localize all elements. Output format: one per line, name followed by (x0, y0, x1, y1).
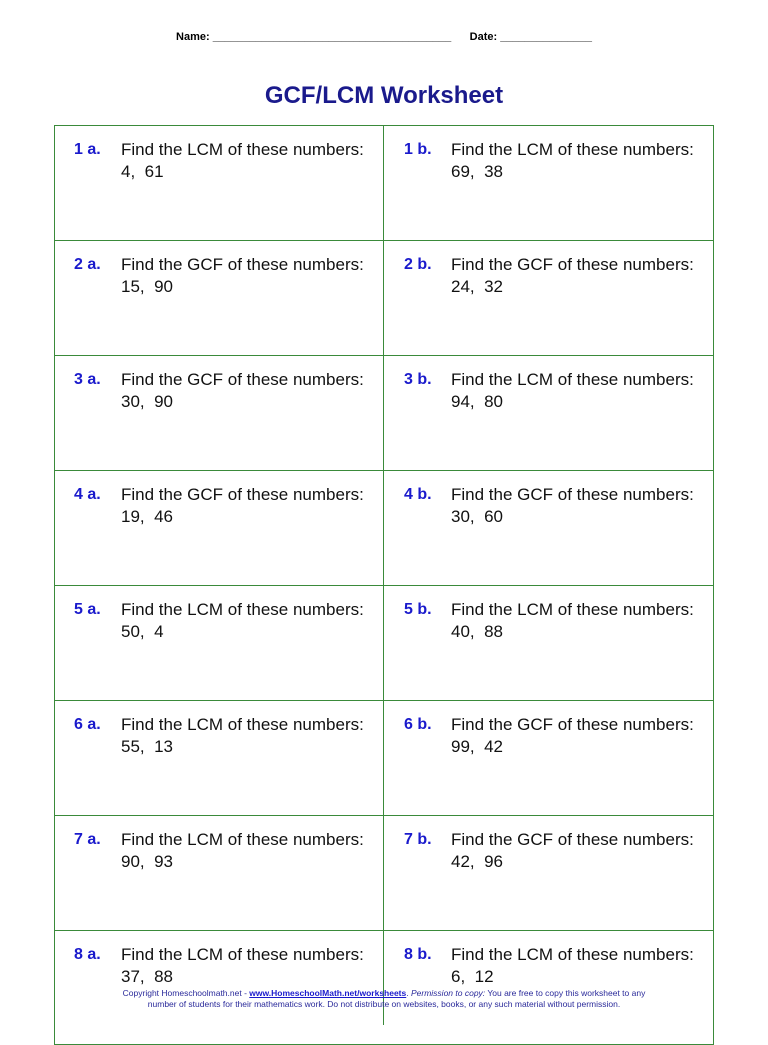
problem-text (121, 139, 364, 183)
problem-cell-1b[interactable] (384, 125, 714, 240)
problem-instruction: Find the LCM of these numbers: (451, 370, 694, 389)
problem-text (121, 254, 364, 298)
problem-values: 90, 93 (121, 852, 173, 871)
date-label: Date: (469, 31, 498, 43)
name-blank[interactable]: _______________________________________ (209, 31, 452, 43)
problem-instruction: Find the LCM of these numbers: (451, 600, 694, 619)
worksheet-title: GCF/LCM Worksheet (264, 82, 504, 109)
problem-values: 94, 80 (451, 392, 503, 411)
problem-instruction: Find the LCM of these numbers: (451, 945, 694, 964)
problem-instruction: Find the GCF of these numbers: (121, 255, 364, 274)
footer-prefix: Copyright Homeschoolmath.net - (122, 988, 250, 998)
problem-text (121, 714, 364, 758)
problem-values: 42, 96 (451, 852, 503, 871)
problem-values: 30, 90 (121, 392, 173, 411)
problem-text (451, 139, 694, 183)
problem-instruction: Find the LCM of these numbers: (121, 140, 364, 159)
problem-number: 3 a. (74, 371, 101, 388)
problem-text (451, 369, 694, 413)
footer-line2: number of students for their mathematics work. Do not distribute on websites, books, or any such material without permission. (147, 999, 621, 1009)
problem-instruction: Find the GCF of these numbers: (451, 830, 694, 849)
problem-number: 6 a. (74, 716, 101, 733)
problem-instruction: Find the LCM of these numbers: (121, 830, 364, 849)
footer-dot: . (406, 988, 411, 998)
problem-text (121, 484, 364, 528)
problem-values: 40, 88 (451, 622, 503, 641)
problem-instruction: Find the GCF of these numbers: (451, 485, 694, 504)
header-fields (0, 31, 768, 43)
problem-values: 24, 32 (451, 277, 503, 296)
footer-copyright (0, 988, 768, 1010)
problem-cell-3b[interactable] (384, 355, 714, 470)
problem-instruction: Find the GCF of these numbers: (451, 715, 694, 734)
footer-line1: You are free to copy this worksheet to any (485, 988, 646, 998)
problem-cell-1a[interactable] (54, 125, 384, 240)
problem-number: 6 b. (404, 716, 432, 733)
problem-values: 50, 4 (121, 622, 164, 641)
problem-values: 55, 13 (121, 737, 173, 756)
problem-cell-7b[interactable] (384, 815, 714, 930)
problem-text (121, 829, 364, 873)
problem-instruction: Find the GCF of these numbers: (121, 485, 364, 504)
problem-text (451, 829, 694, 873)
problem-text (451, 714, 694, 758)
problem-cell-6a[interactable] (54, 700, 384, 815)
problem-text (451, 944, 694, 988)
problem-text (121, 369, 364, 413)
problem-instruction: Find the LCM of these numbers: (121, 715, 364, 734)
problem-cell-7a[interactable] (54, 815, 384, 930)
problem-instruction: Find the GCF of these numbers: (451, 255, 694, 274)
problem-number: 4 a. (74, 486, 101, 503)
problem-instruction: Find the LCM of these numbers: (121, 600, 364, 619)
problem-number: 2 a. (74, 256, 101, 273)
problem-number: 7 b. (404, 831, 432, 848)
footer-link[interactable]: www.HomeschoolMath.net/worksheets (249, 988, 407, 998)
problem-cell-4a[interactable] (54, 470, 384, 585)
problem-text (121, 944, 364, 988)
problem-values: 99, 42 (451, 737, 503, 756)
problem-number: 8 b. (404, 946, 432, 963)
problem-values: 37, 88 (121, 967, 173, 986)
problem-number: 1 a. (74, 141, 101, 158)
problem-values: 30, 60 (451, 507, 503, 526)
problem-number: 3 b. (404, 371, 432, 388)
problem-text (451, 599, 694, 643)
problem-cell-6b[interactable] (384, 700, 714, 815)
problem-cell-4b[interactable] (384, 470, 714, 585)
problem-number: 5 a. (74, 601, 101, 618)
problem-cell-2b[interactable] (384, 240, 714, 355)
footer-permission-label: Permission to copy: (410, 988, 486, 998)
problem-instruction: Find the LCM of these numbers: (451, 140, 694, 159)
problem-values: 6, 12 (451, 967, 494, 986)
problem-cell-5b[interactable] (384, 585, 714, 700)
problem-cell-3a[interactable] (54, 355, 384, 470)
problem-text (451, 484, 694, 528)
problem-number: 4 b. (404, 486, 432, 503)
problem-values: 15, 90 (121, 277, 173, 296)
name-label: Name: (176, 31, 210, 43)
date-blank[interactable]: _______________ (497, 31, 592, 43)
problem-instruction: Find the LCM of these numbers: (121, 945, 364, 964)
problem-cell-5a[interactable] (54, 585, 384, 700)
problem-text (121, 599, 364, 643)
problem-instruction: Find the GCF of these numbers: (121, 370, 364, 389)
problem-values: 4, 61 (121, 162, 164, 181)
problem-number: 7 a. (74, 831, 101, 848)
problem-number: 8 a. (74, 946, 101, 963)
problem-values: 69, 38 (451, 162, 503, 181)
problem-number: 2 b. (404, 256, 432, 273)
problem-number: 1 b. (404, 141, 432, 158)
problem-text (451, 254, 694, 298)
problem-values: 19, 46 (121, 507, 173, 526)
problem-number: 5 b. (404, 601, 432, 618)
problem-cell-2a[interactable] (54, 240, 384, 355)
